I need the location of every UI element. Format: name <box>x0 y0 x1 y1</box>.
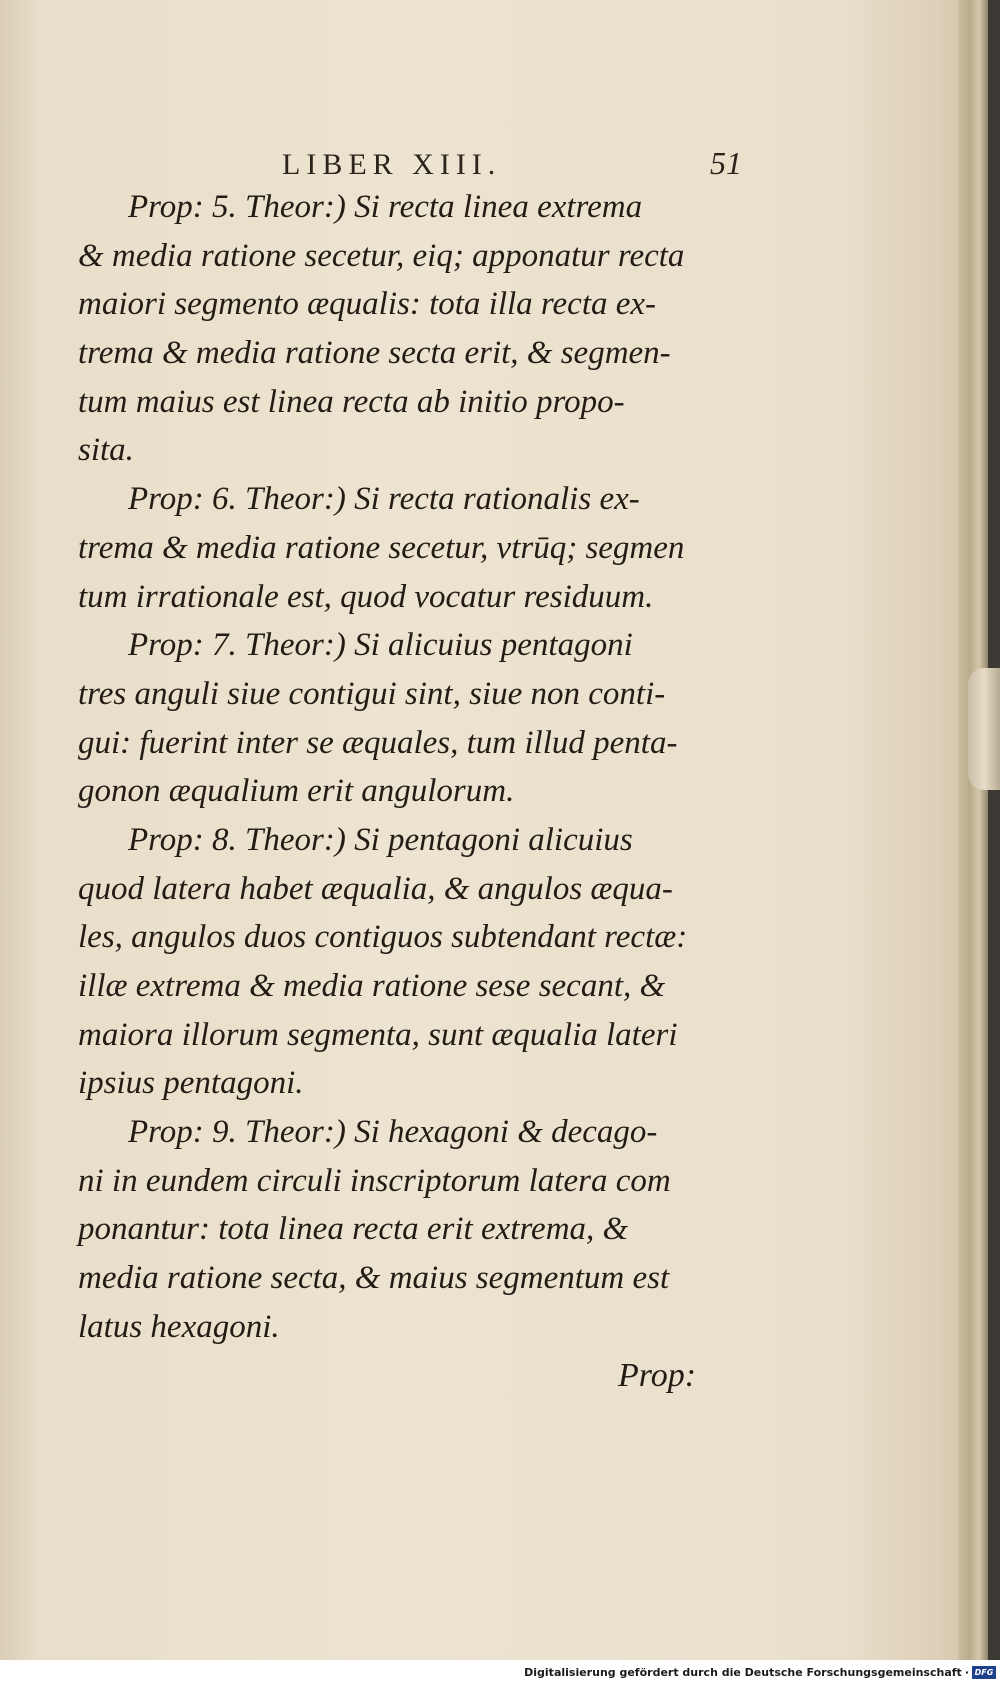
text-line: tum maius est linea recta ab initio propo- <box>78 383 625 420</box>
text-line: ni in eundem circuli inscriptorum latera com <box>78 1162 671 1199</box>
text-line: Prop: 9. Theor:) Si hexagoni & decago- <box>128 1114 658 1151</box>
text-line: & media ratione secetur, eiq; apponatur recta <box>78 237 685 274</box>
text-line: latus hexagoni. <box>78 1308 280 1345</box>
text-line: illæ extrema & media ratione sese secant, & <box>78 968 666 1004</box>
text-line: media ratione secta, & maius segmentum est <box>78 1260 670 1297</box>
page-edge <box>958 0 988 1660</box>
dfg-logo: DFG <box>972 1666 996 1679</box>
text-line: gui: fuerint inter se æquales, tum illud penta- <box>78 724 678 761</box>
page-tab <box>968 668 1000 790</box>
text-line: tum irrationale est, quod vocatur residuum. <box>78 578 654 615</box>
text-line: maiori segmento æqualis: tota illa recta ex- <box>78 286 657 323</box>
text-line: sita. <box>78 432 134 469</box>
text-line: Prop: 7. Theor:) Si alicuius pentagoni <box>128 627 633 664</box>
text-line: Prop: 5. Theor:) Si recta linea extrema <box>128 189 643 225</box>
text-line: maiora illorum segmenta, sunt æqualia lateri <box>78 1016 678 1053</box>
text-line: gonon æqualium erit angulorum. <box>78 773 515 810</box>
text-line: trema & media ratione secta erit, & segmen- <box>78 335 671 372</box>
text-line: trema & media ratione secetur, vtrūq; segmen <box>78 529 685 566</box>
page-number: 51 <box>710 145 742 181</box>
page-header <box>282 138 742 182</box>
catchword: Prop: <box>618 1356 697 1394</box>
body-text <box>78 183 778 1400</box>
text-line: les, angulos duos contiguos subtendant rectæ: <box>78 919 688 956</box>
text-line: ipsius pentagoni. <box>78 1065 304 1102</box>
text-line: Prop: 8. Theor:) Si pentagoni alicuius <box>128 821 633 858</box>
text-line: tres anguli siue contigui sint, siue non conti- <box>78 675 666 712</box>
text-line: ponantur: tota linea recta erit extrema, & <box>78 1211 629 1248</box>
digitization-credit <box>524 1662 996 1682</box>
credit-text: Digitalisierung gefördert durch die Deutsche Forschungsgemeinschaft <box>524 1665 962 1679</box>
text-line: Prop: 6. Theor:) Si recta rationalis ex- <box>128 481 640 518</box>
running-head: LIBER XIII. <box>282 148 502 181</box>
credit-separator: · <box>964 1665 969 1679</box>
text-line: quod latera habet æqualia, & angulos æqua- <box>78 870 673 907</box>
